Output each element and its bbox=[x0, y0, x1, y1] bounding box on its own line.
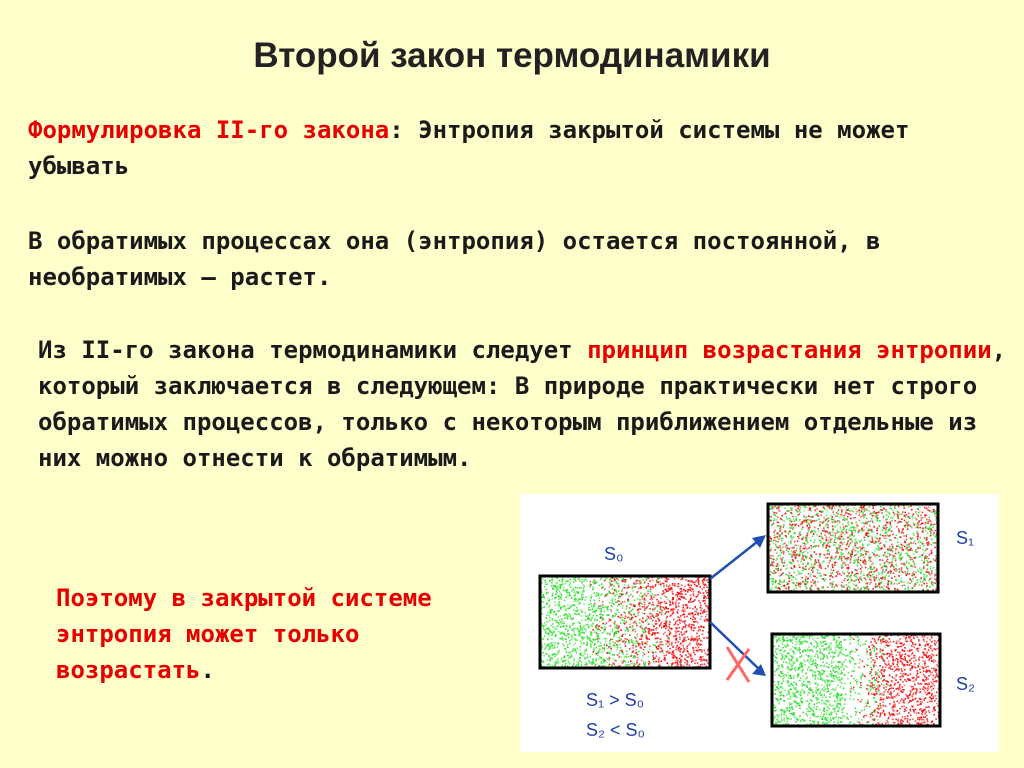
principle-intro: Из II-го закона термодинамики следует bbox=[38, 336, 588, 364]
entropy-diagram bbox=[520, 494, 998, 752]
formulation-colon: : bbox=[389, 116, 404, 144]
conclusion-period: . bbox=[200, 656, 215, 684]
relation-s2-s0: S₂ < S₀ bbox=[586, 720, 645, 740]
cross-mark-icon bbox=[727, 647, 749, 682]
slide-title: Второй закон термодинамики bbox=[253, 36, 771, 75]
law-formulation bbox=[28, 112, 1008, 184]
principle-highlight: принцип возрастания энтропии bbox=[587, 336, 992, 364]
formulation-label: Формулировка II-го закона bbox=[28, 116, 390, 144]
formulation-text: Энтропия закрытой системы не может убывать bbox=[28, 116, 910, 180]
principle-explanation: , который заключается в следующем: В природе практически нет строго обратимых процессов, только с некоторым приближением отдельные из них можно отнести к обратимым. bbox=[38, 336, 1007, 472]
box-s1-fully-mixed bbox=[768, 504, 940, 594]
conclusion-text: Поэтому в закрытой системе энтропия может только возрастать bbox=[56, 584, 432, 684]
arrow-to-s1 bbox=[710, 535, 766, 579]
reversible-processes-text: В обратимых процессах она (энтропия) остается постоянной, в необратимых – растет. bbox=[28, 227, 881, 291]
box-s2-separated bbox=[772, 634, 942, 728]
box-s0-mixed-gas bbox=[540, 576, 712, 670]
conclusion-paragraph bbox=[56, 580, 476, 688]
label-s0: S₀ bbox=[604, 544, 624, 564]
entropy-diagram-canvas bbox=[520, 494, 998, 752]
label-s1: S₁ bbox=[956, 528, 975, 548]
entropy-principle-paragraph bbox=[38, 332, 1018, 476]
relation-s1-s0: S₁ > S₀ bbox=[586, 690, 645, 710]
arrow-to-s2 bbox=[710, 622, 766, 676]
label-s2: S₂ bbox=[956, 674, 975, 694]
